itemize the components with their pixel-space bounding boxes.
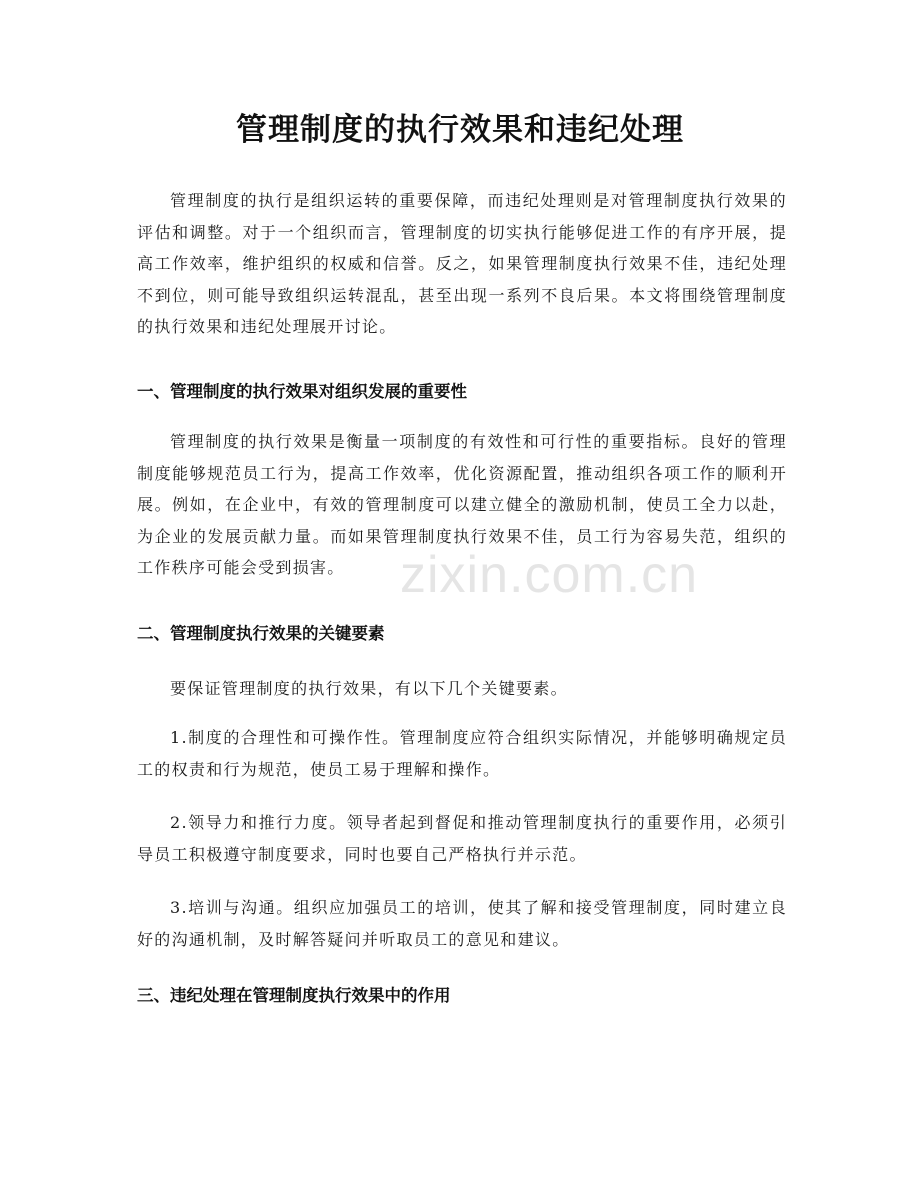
section-1-heading: 一、管理制度的执行效果对组织发展的重要性 [137,382,467,401]
document-title: 管理制度的执行效果和违纪处理 [236,112,684,148]
section-1-paragraph: 管理制度的执行效果是衡量一项制度的有效性和可行性的重要指标。良好的管理制度能够规范员工行为，提高工作效率，优化资源配置，推动组织各项工作的顺利开展。例如，在企业中，有效的管理制度可以建立健全的激励机制，使员工全力以赴，为企业的发展贡献力量。而如果管理制度执行效果不佳，员工行为容易失范，组织的工作秩序可能会受到损害。 [137,432,787,577]
intro-paragraph: 管理制度的执行是组织运转的重要保障，而违纪处理则是对管理制度执行效果的评估和调整。对于一个组织而言，管理制度的切实执行能够促进工作的有序开展，提高工作效率，维护组织的权威和信誉。反之，如果管理制度执行效果不佳，违纪处理不到位，则可能导致组织运转混乱，甚至出现一系列不良后果。本文将围绕管理制度的执行效果和违纪处理展开讨论。 [137,191,787,336]
section-2-item-3: 3.培训与沟通。组织应加强员工的培训，使其了解和接受管理制度，同时建立良好的沟通机制，及时解答疑问并听取员工的意见和建议。 [137,898,787,949]
section-3-heading: 三、违纪处理在管理制度执行效果中的作用 [137,986,451,1005]
section-2-item-2: 2.领导力和推行力度。领导者起到督促和推动管理制度执行的重要作用，必须引导员工积极遵守制度要求，同时也要自己严格执行并示范。 [137,813,787,864]
section-2-heading: 二、管理制度执行效果的关键要素 [137,624,385,643]
watermark-text: zixin.com.cn [400,546,699,604]
section-2-item-1: 1.制度的合理性和可操作性。管理制度应符合组织实际情况，并能够明确规定员工的权责和行为规范，使员工易于理解和操作。 [137,728,787,779]
section-2-paragraph-intro: 要保证管理制度的执行效果，有以下几个关键要素。 [170,679,568,698]
